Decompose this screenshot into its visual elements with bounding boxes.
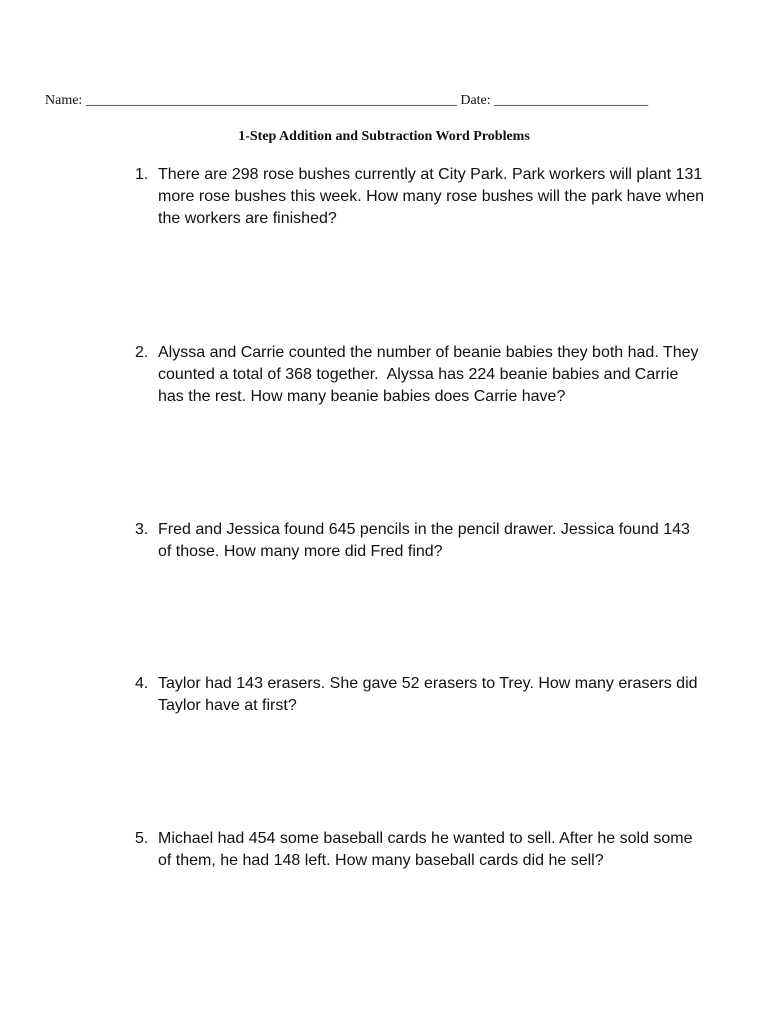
problem-item <box>135 673 705 717</box>
problem-number: 3. <box>135 521 149 538</box>
problem-item <box>135 828 705 872</box>
problem-item <box>135 342 705 408</box>
name-blank: _____________________________________________________ <box>85 93 457 108</box>
problem-number: 1. <box>135 166 149 183</box>
problem-number: 2. <box>135 344 149 361</box>
name-label: Name: <box>45 93 86 108</box>
problem-item <box>135 164 709 230</box>
problem-text: Alyssa and Carrie counted the number of beanie babies they both had. They counted a total of 368 together. Alyssa has 224 beanie babies and Carrie has the rest. How many beanie babies does Carrie have? <box>158 344 703 405</box>
problem-number: 4. <box>135 675 149 692</box>
name-date-line <box>45 93 725 109</box>
problem-text: There are 298 rose bushes currently at City Park. Park workers will plant 131 more rose bushes this week. How many rose bushes will the park have when the workers are finished? <box>158 166 709 227</box>
worksheet-title: 1-Step Addition and Subtraction Word Problems <box>238 129 530 144</box>
date-blank: ______________________ <box>494 93 649 108</box>
problem-text: Michael had 454 some baseball cards he wanted to sell. After he sold some of them, he had 148 left. How many baseball cards did he sell? <box>158 830 697 869</box>
problem-item <box>135 519 705 563</box>
date-label: Date: <box>456 93 495 108</box>
problem-text: Fred and Jessica found 645 pencils in the pencil drawer. Jessica found 143 of those. How many more did Fred find? <box>158 521 695 560</box>
problem-text: Taylor had 143 erasers. She gave 52 erasers to Trey. How many erasers did Taylor have at first? <box>158 675 702 714</box>
problem-number: 5. <box>135 830 149 847</box>
